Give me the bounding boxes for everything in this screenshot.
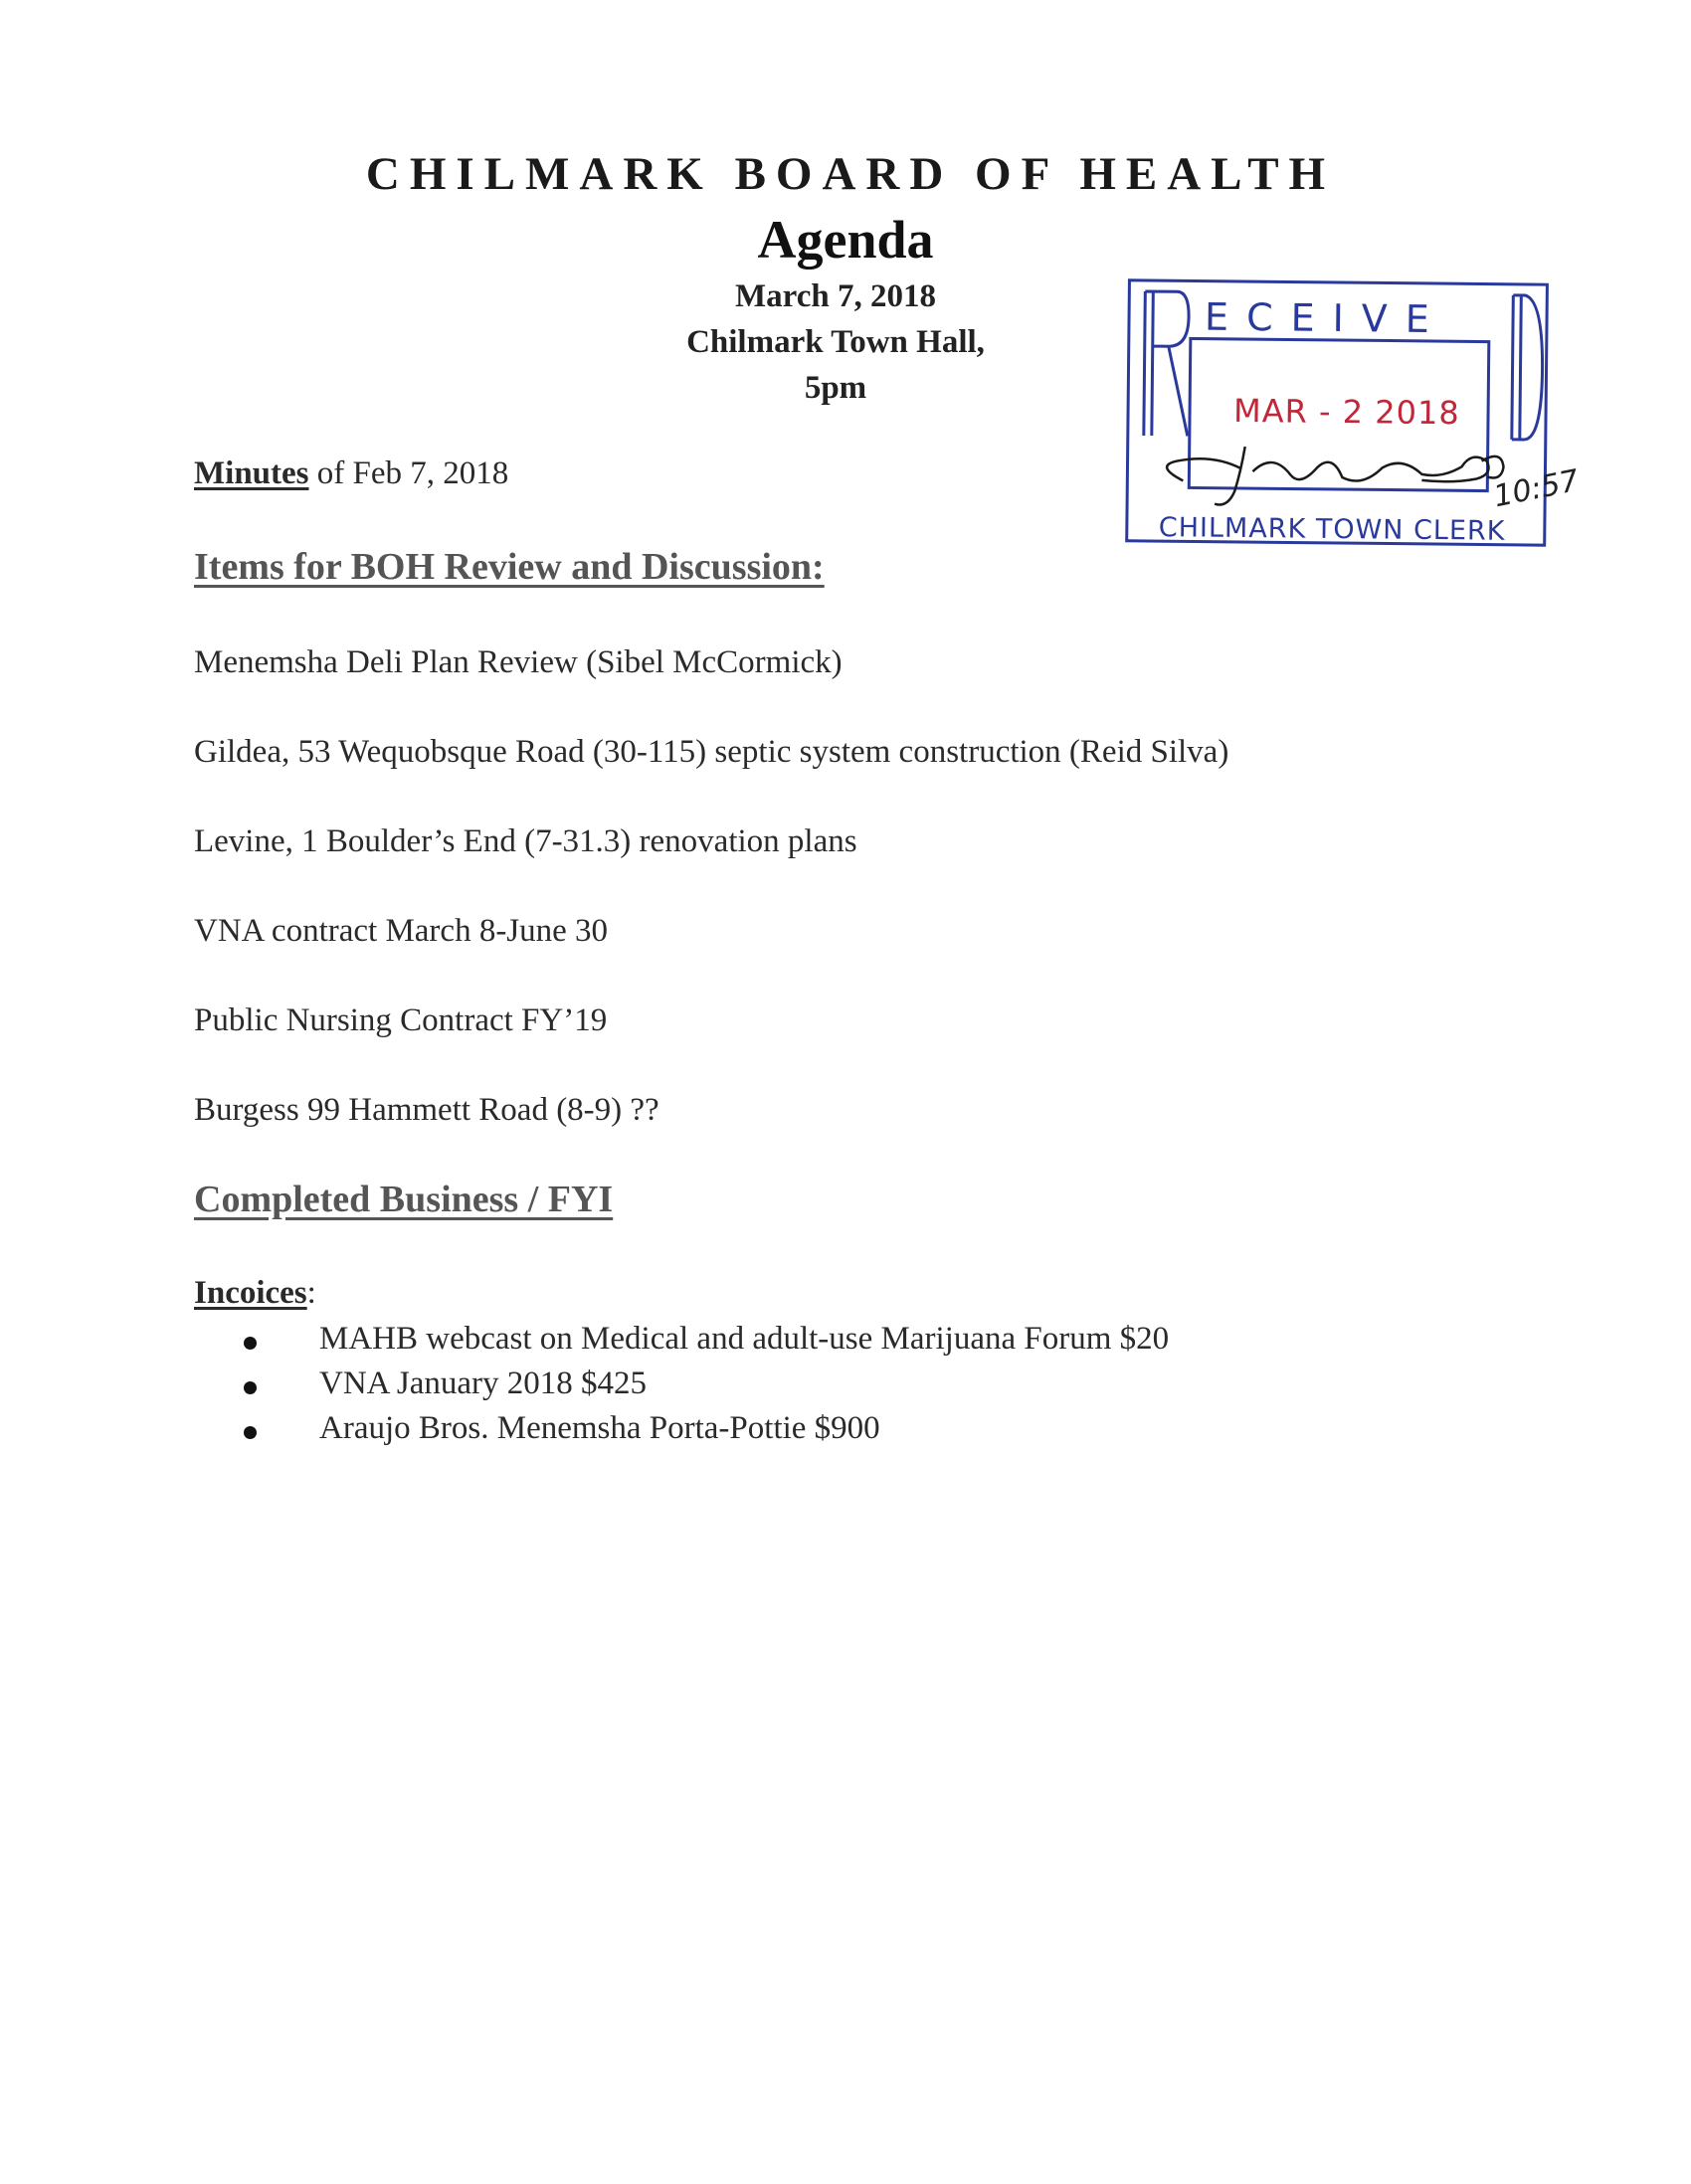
review-item: Gildea, 53 Wequobsque Road (30-115) septic system construction (Reid Silva)	[194, 734, 1229, 770]
review-item: VNA contract March 8-June 30	[194, 913, 609, 949]
review-item: Public Nursing Contract FY’19	[194, 1002, 608, 1038]
invoice-text: MAHB webcast on Medical and adult-use Marijuana Forum $20	[319, 1321, 1170, 1357]
bullet-icon	[244, 1426, 257, 1439]
minutes-text: of Feb 7, 2018	[308, 455, 509, 491]
meeting-time: 5pm	[804, 370, 867, 406]
stamp-date: MAR - 2 2018	[1232, 391, 1460, 433]
review-item: Burgess 99 Hammett Road (8-9) ??	[194, 1092, 659, 1128]
meeting-location: Chilmark Town Hall,	[686, 324, 985, 360]
handwritten-time: 10:57	[1490, 462, 1583, 515]
minutes-line	[194, 455, 508, 492]
review-item: Levine, 1 Boulder’s End (7-31.3) renovation plans	[194, 823, 857, 859]
meeting-date: March 7, 2018	[735, 278, 936, 314]
stamp-office: CHILMARK TOWN CLERK	[1158, 512, 1506, 547]
received-stamp	[1123, 276, 1583, 562]
invoices-colon: :	[306, 1275, 316, 1311]
invoice-text: Araujo Bros. Menemsha Porta-Pottie $900	[319, 1410, 880, 1446]
page-title: Agenda	[757, 210, 934, 270]
invoices-label: Incoices	[194, 1275, 307, 1311]
bullet-icon	[244, 1337, 257, 1350]
stamp-received-word: ECEIVE	[1204, 294, 1448, 342]
review-item: Menemsha Deli Plan Review (Sibel McCormick)	[194, 644, 843, 680]
invoice-text: VNA January 2018 $425	[319, 1365, 648, 1401]
review-heading: Items for BOH Review and Discussion:	[194, 546, 825, 588]
minutes-label: Minutes	[194, 455, 309, 491]
invoices-line	[194, 1275, 316, 1312]
organization-name: CHILMARK BOARD OF HEALTH	[365, 148, 1336, 200]
completed-heading: Completed Business / FYI	[194, 1179, 614, 1220]
bullet-icon	[244, 1381, 257, 1394]
